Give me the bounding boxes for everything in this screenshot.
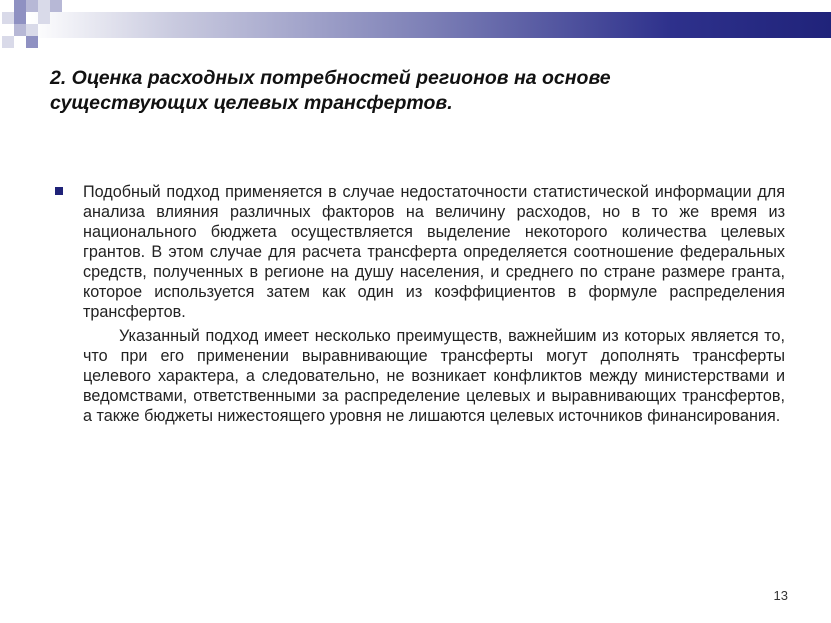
decor-square bbox=[14, 24, 26, 36]
square-bullet-icon bbox=[55, 187, 63, 195]
decor-square bbox=[26, 36, 38, 48]
header-gradient-bar bbox=[30, 12, 831, 38]
decor-square bbox=[50, 0, 62, 12]
bullet-item bbox=[55, 182, 785, 426]
decor-square bbox=[14, 12, 26, 24]
decor-square bbox=[26, 0, 38, 12]
slide-body bbox=[55, 182, 785, 426]
decor-square bbox=[38, 0, 50, 12]
decor-square bbox=[2, 36, 14, 48]
decor-square bbox=[2, 12, 14, 24]
paragraph-second: Указанный подход имеет несколько преимуществ, важнейшим из которых является то, что при его применении выравнивающие трансферты могут дополнять трансферты целевого характера, а следовательно, не возникает конфликтов между министерствами и ведомствами, ответственными за распределение целевых и выравнивающих трансфертов, а также бюджеты нижестоящего уровня не лишаются целевых источников финансирования. bbox=[83, 327, 785, 425]
decor-square bbox=[14, 0, 26, 12]
decor-square bbox=[38, 12, 50, 24]
slide-title: 2. Оценка расходных потребностей регионов на основе существующих целевых трансфертов. bbox=[50, 67, 611, 114]
decor-square bbox=[26, 24, 38, 36]
paragraph-first: Подобный подход применяется в случае недостаточности статистической информации для анализа влияния различных факторов на величину расходов, но в то же время из национального бюджета осуществляется выделение некоторого количества целевых грантов. В этом случае для расчета трансферта определяется соотношение федеральных средств, полученных в регионе на душу населения, и среднего по стране размере гранта, которое используется затем как один из коэффициентов в формуле распределения трансфертов. bbox=[83, 183, 785, 321]
page-number: 13 bbox=[773, 588, 788, 603]
